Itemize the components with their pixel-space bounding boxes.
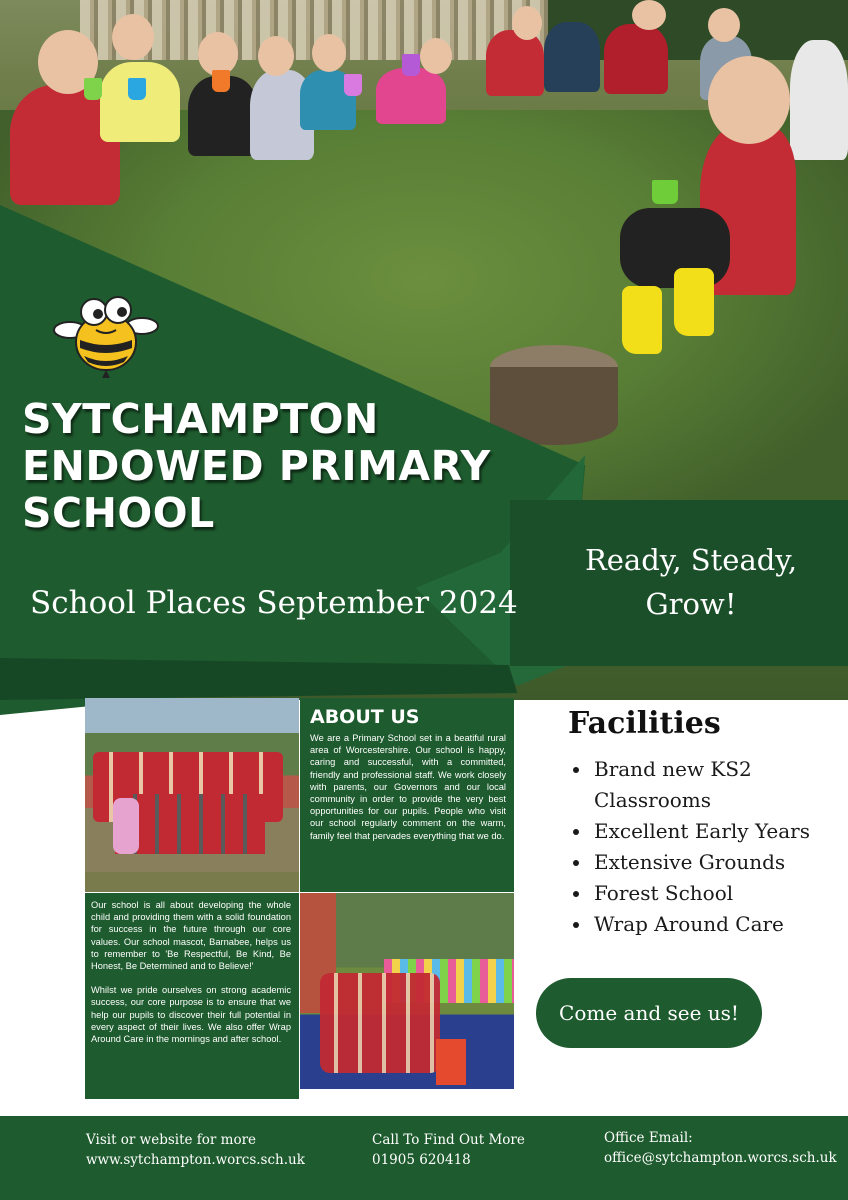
about-heading: ABOUT US [310,706,420,728]
title-line: SCHOOL [22,489,215,537]
website-label: Visit or website for more [86,1132,257,1148]
child-head [708,56,790,144]
footer-phone [372,1130,525,1170]
child-head [632,0,666,30]
child [100,62,180,142]
facilities-list [572,754,848,940]
child-head [420,38,452,74]
facility-item: • Extensive Grounds [592,847,848,878]
bee-mascot-icon [52,290,160,378]
child [376,68,446,124]
footer-website [86,1130,305,1170]
facility-item: • Wrap Around Care [592,909,848,940]
yellow-boot [622,286,662,354]
email-label: Office Email: [604,1130,693,1146]
child-head [258,36,294,76]
child [604,24,668,94]
child-head [512,6,542,40]
cup [402,54,420,76]
early-years-photo [300,893,514,1089]
cup [212,70,230,92]
footer-email [604,1128,837,1168]
cup [84,78,102,100]
slogan [560,538,822,626]
come-and-see-us-button[interactable]: Come and see us! [536,978,762,1048]
footer [0,1116,848,1200]
slogan-line: Ready, Steady, [584,543,798,577]
about-more-text: Whilst we pride ourselves on strong academic success, our core purpose is to ensure that we help our pupils to discover their full potential in every aspect of their lives. We also offer Wrap Around Care in the mornings and after school. [91,985,291,1045]
child-head [112,14,154,60]
cup [128,78,146,100]
subtitle: School Places September 2024 [30,585,518,621]
child [544,22,600,92]
child [790,40,848,160]
child-head [312,34,346,72]
title-line: SYTCHAMPTON [22,395,379,443]
slogan-line: Grow! [645,587,737,621]
child [486,30,544,96]
title-line: ENDOWED PRIMARY [22,442,491,490]
email-link[interactable]: office@sytchampton.worcs.sch.uk [604,1150,837,1166]
facility-item: • Excellent Early Years [592,816,848,847]
child-head [708,8,740,42]
facilities-heading: Facilities [568,706,721,741]
cup [344,74,362,96]
website-link[interactable]: www.sytchampton.worcs.sch.uk [86,1152,305,1168]
about-text: We are a Primary School set in a beatiful rural area of Worcestershire. Our school is happy, caring and successful, with a committed, friendly and professional staff. We work closely with parents, our Governors and our local community in order to provide the very best opportunities for our pupils. People who visit our school regularly comment on the warm, family feel that pervades everything that we do. [310,733,506,841]
cup [652,180,678,204]
phone-number[interactable]: 01905 620418 [372,1152,471,1168]
about-us-card [300,698,514,892]
about-more-text: Our school is all about developing the whole child and providing them with a solid foundation for success in the future through our core values. Our school mascot, Barnabee, helps us to remember to 'Be Respectful, Be Kind, Be Honest, Be Determined and to Believe!' [91,900,291,972]
facility-item: • Forest School [592,878,848,909]
yellow-boot [674,268,714,336]
about-more-card [85,893,299,1099]
school-title [22,396,542,537]
facility-item: • Brand new KS2 Classrooms [592,754,848,816]
pupils-group-photo [85,698,299,892]
phone-label: Call To Find Out More [372,1132,525,1148]
